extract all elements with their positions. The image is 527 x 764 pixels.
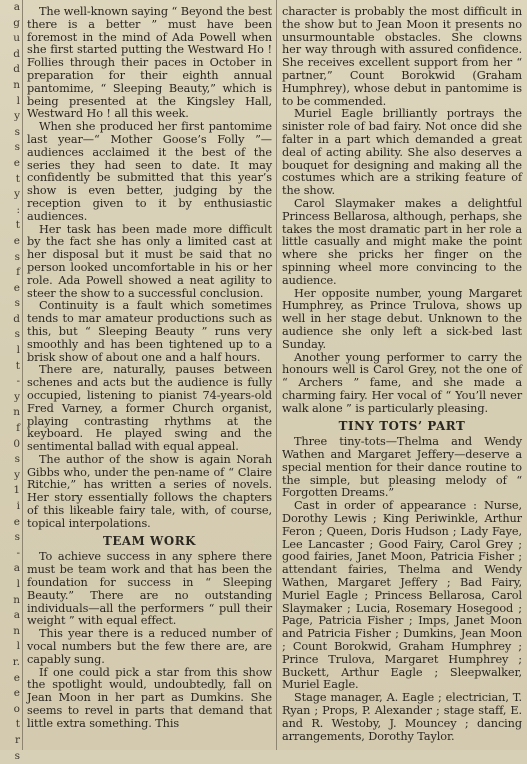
edge-fragment: s bbox=[0, 125, 22, 141]
body-paragraph: The author of the show is again Norah Gibbs who, under the pen-name of “ Claire Ritchie,” has written a series of novels. Her story essentially follows the chapters of this likeable fairy tale, with, of course, topical interpolations. bbox=[27, 454, 272, 531]
edge-fragment: s bbox=[0, 327, 22, 343]
body-paragraph: The well-known saying “ Beyond the best there is a better ” must have been foremost in the mind of Ada Powell when she first started putting the Westward Ho ! Follies through their paces in October in preparation for their eighth annual pantomime, “ Sleeping Beauty,” which is being presented at the Kingsley Hall, Westward Ho ! all this week. bbox=[27, 6, 272, 121]
edge-fragment: e bbox=[0, 156, 22, 172]
body-paragraph: Three tiny-tots—Thelma and Wendy Wathen and Margaret Jeffery—deserve a special mention for their dance routine to the simple, but pleasing melody of “ Forgotten Dreams.” bbox=[282, 436, 522, 500]
body-paragraph: Her task has been made more difficult by the fact she has only a limited cast at her disposal but it must be said that no person looked uncomfortable in his or her role. Ada Powell showed a neat agility to steer the show to a successful conclusion. bbox=[27, 224, 272, 301]
edge-fragment: d bbox=[0, 47, 22, 63]
edge-fragment: d bbox=[0, 312, 22, 328]
body-paragraph: To achieve success in any sphere there must be team work and that has been the foundation for success in “ Sleeping Beauty.” There are no outstanding individuals—all the performers “ pull their weight ” with equal effect. bbox=[27, 551, 272, 628]
body-paragraph: When she produced her first pantomime last year—“ Mother Goose’s Folly ”—audiences acclaimed it the best of the series they had seen to date. It may confidently be submitted that this year’s show is even better, judging by the reception given to it by enthusiastic audiences. bbox=[27, 121, 272, 223]
edge-fragment: o bbox=[0, 702, 22, 718]
edge-fragment: 1 bbox=[0, 483, 22, 499]
edge-fragment: : bbox=[0, 203, 22, 219]
edge-fragment: e bbox=[0, 515, 22, 531]
body-paragraph: This year there is a reduced number of vocal numbers but the few there are, are capably sung. bbox=[27, 628, 272, 666]
edge-fragment: y bbox=[0, 468, 22, 484]
body-paragraph: Muriel Eagle brilliantly portrays the sinister role of bad fairy. Not once did she falter in a part which demanded a great deal of acting ability. She also deserves a bouquet for designing and making all the costumes which are a striking feature of the show. bbox=[282, 108, 522, 198]
edge-fragment: u bbox=[0, 31, 22, 47]
edge-fragment: r. bbox=[0, 655, 22, 671]
edge-fragment: n bbox=[0, 405, 22, 421]
subheading-tiny-tots: TINY TOTS’ PART bbox=[282, 420, 522, 433]
edge-fragment: y bbox=[0, 109, 22, 125]
edge-fragment: - bbox=[0, 546, 22, 562]
edge-fragment: - bbox=[0, 374, 22, 390]
edge-fragment: y bbox=[0, 187, 22, 203]
edge-fragment: s bbox=[0, 250, 22, 266]
edge-fragment: e bbox=[0, 671, 22, 687]
edge-fragment: l bbox=[0, 639, 22, 655]
edge-fragment: a bbox=[0, 0, 22, 16]
cast-list-paragraph: Cast in order of appearance : Nurse, Dorothy Lewis ; King Periwinkle, Arthur Feron ; Queen, Doris Hudson ; Lady Faye, Lee Lancaster ; Good Fairy, Carol Grey ; good fairies, Janet Moon, Patricia Fisher ; attendant fairies, Thelma and Wendy Wathen, Margaret Jeffery ; Bad Fairy, Muriel Eagle ; Princess Bellarosa, Carol Slaymaker ; Lucia, Rosemary Hosegood ; Page, Patricia Fisher ; Imps, Janet Moon and Patricia Fisher ; Dumkins, Jean Moon ; Count Borokwid, Graham Humphrey ; Prince Trulova, Margaret Humphrey ; Buckett, Arthur Eagle ; Sleepwalker, Muriel Eagle. bbox=[282, 500, 522, 692]
edge-fragment: y bbox=[0, 390, 22, 406]
edge-fragment: a bbox=[0, 608, 22, 624]
body-paragraph: Her opposite number, young Margaret Humphrey, as Prince Trulova, shows up well in her stage debut. Unknown to the audience she only left a sick-bed last Sunday. bbox=[282, 288, 522, 352]
subheading-team-work: TEAM WORK bbox=[27, 535, 272, 548]
edge-fragment: a bbox=[0, 561, 22, 577]
edge-fragment: s bbox=[0, 452, 22, 468]
body-paragraph: There are, naturally, pauses between schenes and acts but the audience is fully occupied, listening to pianist 74-years-old Fred Varney, a former Church organist, playing contrasting rhythms at the keyboard. He played swing and the sentimental ballad with equal appeal. bbox=[27, 364, 272, 454]
body-paragraph: Another young performer to carry the honours well is Carol Grey, not the one of “ Archers ” fame, and she made a charming fairy. Her vocal of “ You’ll never walk alone ” is particularly pleasing. bbox=[282, 352, 522, 416]
edge-fragment: 0 bbox=[0, 437, 22, 453]
edge-fragment: f bbox=[0, 421, 22, 437]
edge-fragment: l bbox=[0, 94, 22, 110]
body-paragraph: Carol Slaymaker makes a delightful Princess Bellarosa, although, perhaps, she takes the most dramatic part in her role a little casually and might make the point where she pricks her finger on the spinning wheel more convincing to the audience. bbox=[282, 198, 522, 288]
edge-fragment: d bbox=[0, 62, 22, 78]
edge-fragment: n bbox=[0, 78, 22, 94]
column-divider bbox=[276, 0, 277, 750]
edge-fragment: s bbox=[0, 530, 22, 546]
edge-fragment: e bbox=[0, 281, 22, 297]
edge-fragment: e bbox=[0, 234, 22, 250]
edge-fragment: e bbox=[0, 686, 22, 702]
edge-fragment: s bbox=[0, 296, 22, 312]
edge-fragment: s bbox=[0, 140, 22, 156]
body-paragraph: Continuity is a fault which sometimes tends to mar amateur productions such as this, but “ Sleeping Beauty ” runs very smoothly and has been tightened up to a brisk show of about one and a half hours. bbox=[27, 300, 272, 364]
adjacent-column-fragment bbox=[0, 0, 23, 750]
edge-fragment: n bbox=[0, 593, 22, 609]
article-left-column bbox=[27, 6, 272, 731]
edge-fragment: l bbox=[0, 343, 22, 359]
edge-fragment: t bbox=[0, 172, 22, 188]
edge-fragment: r bbox=[0, 733, 22, 749]
edge-fragment: s bbox=[0, 749, 22, 764]
edge-fragment: t bbox=[0, 717, 22, 733]
edge-fragment: f bbox=[0, 265, 22, 281]
body-paragraph: character is probably the most difficult in the show but to Jean Moon it presents no unsurmountable obstacles. She clowns her way through with assured confidence. She receives excellent support from her “ partner,” Count Borokwid (Graham Humphrey), whose debut in pantomime is to be commended. bbox=[282, 6, 522, 108]
edge-fragment: i bbox=[0, 499, 22, 515]
body-paragraph: If one could pick a star from this show the spotlight would, undoubtedly, fall on Jean Moon in her part as Dumkins. She seems to revel in parts that demand that little extra something. This bbox=[27, 667, 272, 731]
edge-fragment: l bbox=[0, 577, 22, 593]
edge-fragment: g bbox=[0, 16, 22, 32]
edge-fragment: t bbox=[0, 359, 22, 375]
edge-fragment: n bbox=[0, 624, 22, 640]
article-right-column bbox=[282, 6, 522, 743]
edge-fragment: t bbox=[0, 218, 22, 234]
crew-list-paragraph: Stage manager, A. Eagle ; electrician, T. Ryan ; Props, P. Alexander ; stage staff, E. and R. Westoby, J. Mouncey ; dancing arrangements, Dorothy Taylor. bbox=[282, 692, 522, 743]
